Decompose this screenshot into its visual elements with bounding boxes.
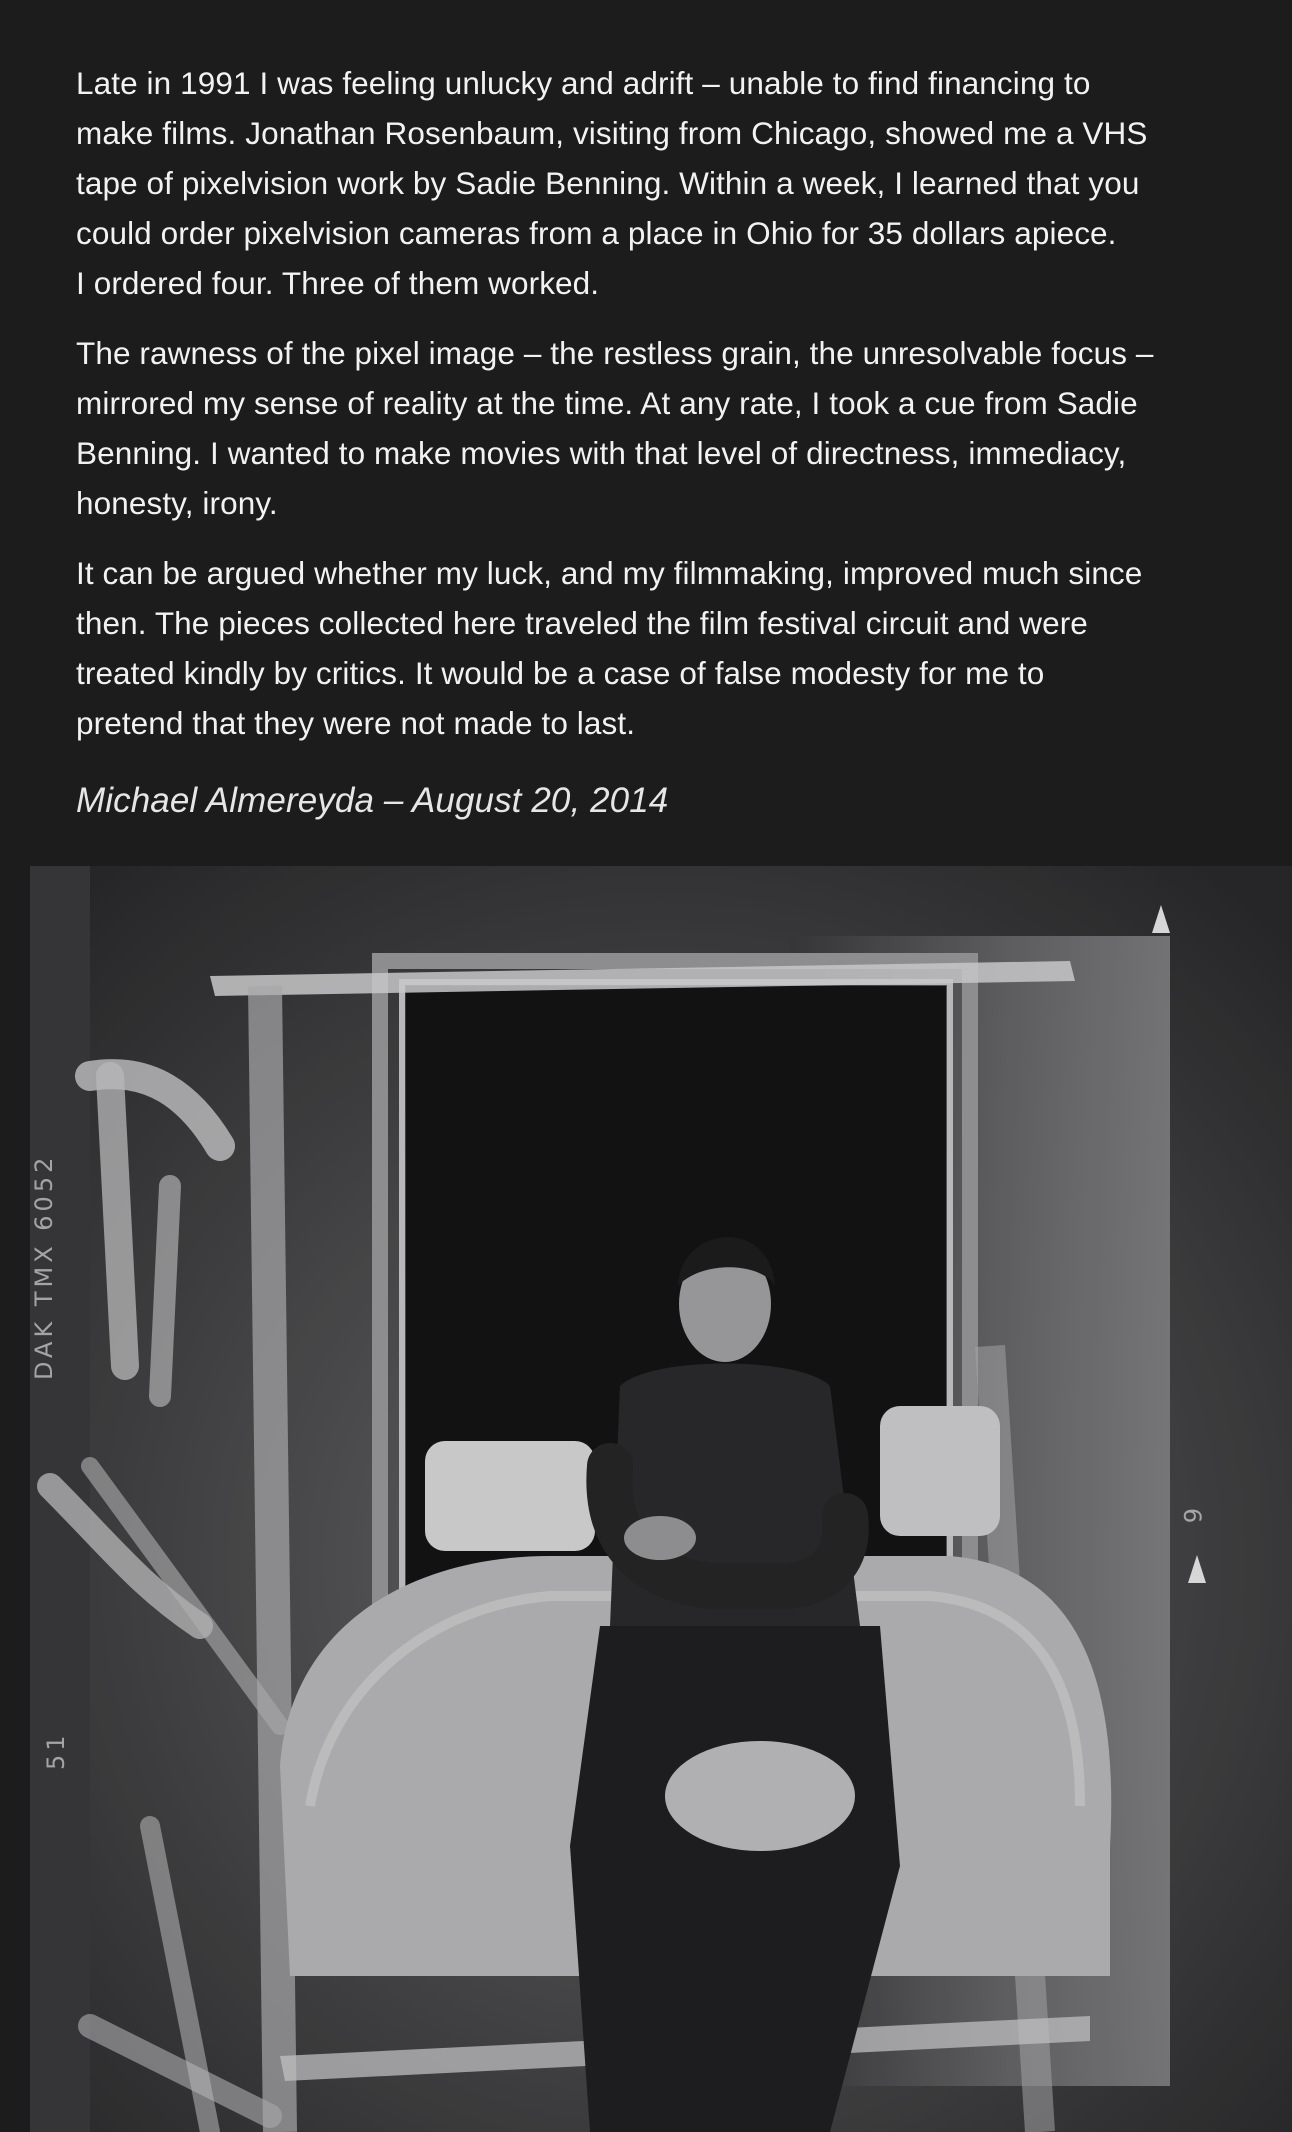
- frame-number-left: 51: [42, 1731, 70, 1770]
- essay-paragraph-2: The rawness of the pixel image – the restless grain, the unresolvable focus – mirrored my sense of reality at the time. At any rate, I took a cue from Sadie Benning. I wanted to make movies with that level of directness, immediacy, honesty, irony.: [76, 335, 1154, 521]
- film-edge-arrow-top-icon: [1152, 905, 1170, 933]
- film-edge-arrow-bottom-icon: [1188, 1555, 1206, 1583]
- essay-paragraph-3: It can be argued whether my luck, and my filmmaking, improved much since then. The pieces collected here traveled the film festival circuit and were treated kindly by critics. It would be a case of false modesty for me to pretend that they were not made to last.: [76, 555, 1143, 741]
- frame-number-right: 6: [1178, 1508, 1206, 1528]
- portrait-photo-illustration: [30, 866, 1292, 2132]
- contact-sheet-photo: [30, 866, 1292, 2132]
- film-edge-code-label: DAK TMX 6052: [30, 1153, 58, 1380]
- essay-text: [76, 58, 1256, 826]
- essay-paragraph-1: Late in 1991 I was feeling unlucky and adrift – unable to find financing to make films. Jonathan Rosenbaum, visiting from Chicago, showed me a VHS tape of pixelvision work by Sadie Benning. Within a week, I learned that you could order pixelvision cameras from a place in Ohio for 35 dollars apiece. I ordered four. Three of them worked.: [76, 65, 1148, 301]
- author-signature-line: Michael Almereyda – August 20, 2014: [76, 781, 669, 820]
